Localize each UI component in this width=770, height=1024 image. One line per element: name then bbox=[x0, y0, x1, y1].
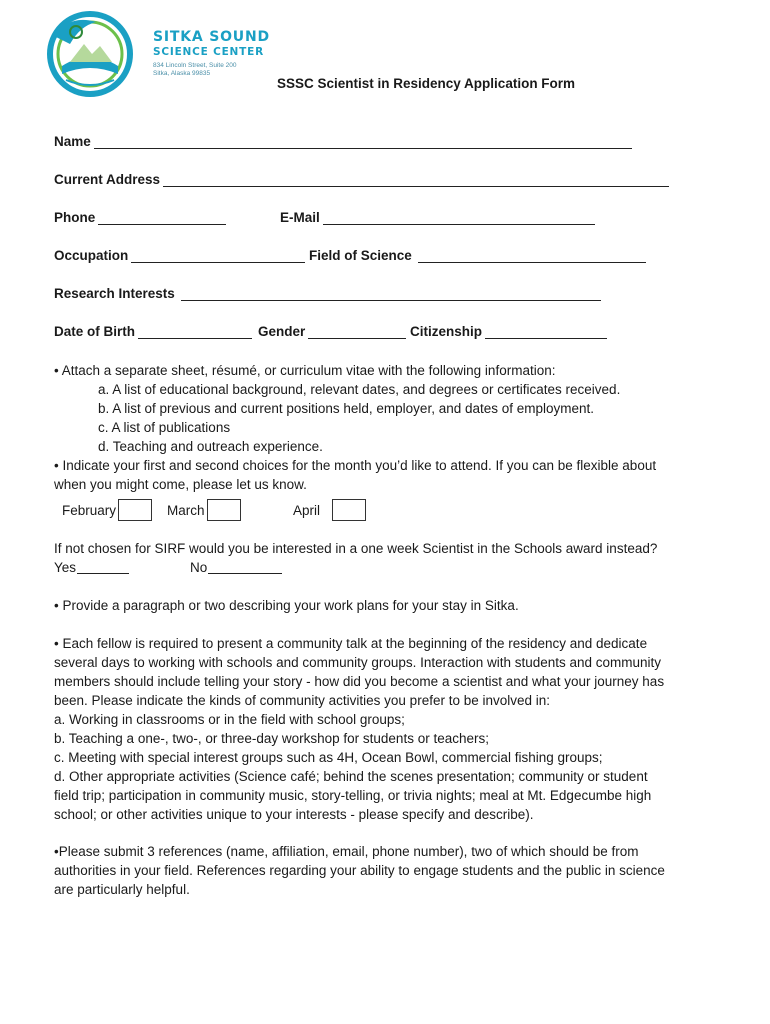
name-field[interactable] bbox=[94, 136, 632, 149]
dob-row bbox=[54, 324, 252, 339]
citizenship-label: Citizenship bbox=[410, 324, 483, 339]
address-line-2: Sitka, Alaska 99835 bbox=[153, 69, 211, 77]
april-checkbox[interactable] bbox=[332, 499, 366, 521]
community-item-a: a. Working in classrooms or in the field with school groups; bbox=[54, 712, 405, 727]
months-instruction: • Indicate your first and second choices for the month you’d like to attend. If you can be flexible about bbox=[54, 458, 657, 473]
gender-row bbox=[258, 324, 406, 339]
occupation-field[interactable] bbox=[131, 250, 305, 263]
attach-item-a: a. A list of educational background, relevant dates, and degrees or certificates received. bbox=[98, 382, 621, 397]
email-row bbox=[280, 210, 595, 225]
phone-label: Phone bbox=[54, 210, 96, 225]
address-line-1: 834 Lincoln Street, Suite 200 bbox=[153, 61, 237, 69]
march-label: March bbox=[167, 502, 205, 518]
community-item-d: d. Other appropriate activities (Science café; behind the scenes presentation; community or student bbox=[54, 769, 648, 784]
research-interests-row bbox=[54, 286, 601, 301]
sirf-section bbox=[54, 539, 657, 577]
sirf-answers bbox=[54, 558, 657, 577]
community-section bbox=[54, 634, 664, 824]
citizenship-field[interactable] bbox=[485, 326, 607, 339]
work-plans-instruction: • Provide a paragraph or two describing your work plans for your stay in Sitka. bbox=[54, 598, 519, 613]
research-interests-field[interactable] bbox=[181, 288, 601, 301]
org-subname: SCIENCE CENTER bbox=[153, 46, 264, 58]
no-field[interactable] bbox=[208, 561, 282, 574]
field-of-science-label: Field of Science bbox=[309, 248, 412, 263]
gender-label: Gender bbox=[258, 324, 306, 339]
form-title: SSSC Scientist in Residency Application Form bbox=[277, 76, 576, 91]
community-item-d-3: school; or other activities unique to your interests - please specify and describe). bbox=[54, 807, 534, 822]
org-name: SITKA SOUND bbox=[153, 29, 270, 45]
no-label: No bbox=[190, 560, 208, 575]
phone-field[interactable] bbox=[98, 212, 226, 225]
march-checkbox[interactable] bbox=[207, 499, 241, 521]
date-of-birth-field[interactable] bbox=[138, 326, 252, 339]
current-address-field[interactable] bbox=[163, 174, 669, 187]
community-line-3: members should include telling your story - how did you become a scientist and what your journey has bbox=[54, 674, 665, 689]
email-field[interactable] bbox=[323, 212, 595, 225]
phone-row bbox=[54, 210, 226, 225]
occupation-label: Occupation bbox=[54, 248, 129, 263]
attach-intro: • Attach a separate sheet, résumé, or curriculum vitae with the following information: bbox=[54, 363, 556, 378]
month-choices bbox=[62, 499, 392, 523]
name-row bbox=[54, 134, 632, 149]
community-item-c: c. Meeting with special interest groups such as 4H, Ocean Bowl, commercial fishing groups; bbox=[54, 750, 603, 765]
choice-february bbox=[62, 499, 152, 521]
community-line-4: been. Please indicate the kinds of community activities you prefer to be involved in: bbox=[54, 693, 551, 708]
february-checkbox[interactable] bbox=[118, 499, 152, 521]
attach-item-b: b. A list of previous and current positions held, employer, and dates of employment. bbox=[98, 401, 595, 416]
org-logo bbox=[40, 8, 270, 98]
gender-field[interactable] bbox=[308, 326, 406, 339]
org-address bbox=[153, 62, 270, 78]
references-line-2: authorities in your field. References regarding your ability to engage students and the public in science bbox=[54, 863, 665, 878]
name-label: Name bbox=[54, 134, 91, 149]
choice-march bbox=[167, 499, 241, 521]
attach-section bbox=[54, 361, 656, 494]
field-of-science-field[interactable] bbox=[418, 250, 646, 263]
february-label: February bbox=[62, 502, 117, 518]
sirf-question: If not chosen for SIRF would you be interested in a one week Scientist in the Schools award instead? bbox=[54, 541, 658, 556]
occupation-row bbox=[54, 248, 305, 263]
research-interests-label: Research Interests bbox=[54, 286, 175, 301]
yes-label: Yes bbox=[54, 560, 77, 575]
community-item-b: b. Teaching a one-, two-, or three-day workshop for students or teachers; bbox=[54, 731, 489, 746]
community-line-2: several days to working with schools and community groups. Interaction with students and community bbox=[54, 655, 662, 670]
yes-field[interactable] bbox=[77, 561, 129, 574]
references-section bbox=[54, 842, 665, 899]
current-address-label: Current Address bbox=[54, 172, 161, 187]
fish-seal-icon bbox=[40, 8, 140, 100]
references-line-1: •Please submit 3 references (name, affiliation, email, phone number), two of which should be from bbox=[54, 844, 639, 859]
attach-item-c: c. A list of publications bbox=[98, 420, 231, 435]
attach-item-d: d. Teaching and outreach experience. bbox=[98, 439, 323, 454]
email-label: E-Mail bbox=[280, 210, 320, 225]
months-instruction-2: when you might come, please let us know. bbox=[54, 477, 307, 492]
community-item-d-2: field trip; participation in community music, story-telling, or trivia nights; meal at Mt. Edgecumbe high bbox=[54, 788, 652, 803]
community-line-1: • Each fellow is required to present a community talk at the beginning of the residency and dedicate bbox=[54, 636, 648, 651]
field-of-science-row bbox=[309, 248, 646, 263]
citizenship-row bbox=[410, 324, 607, 339]
references-line-3: are particularly helpful. bbox=[54, 882, 190, 897]
april-label: April bbox=[293, 502, 321, 518]
date-of-birth-label: Date of Birth bbox=[54, 324, 135, 339]
choice-april bbox=[293, 499, 366, 521]
address-row bbox=[54, 172, 669, 187]
